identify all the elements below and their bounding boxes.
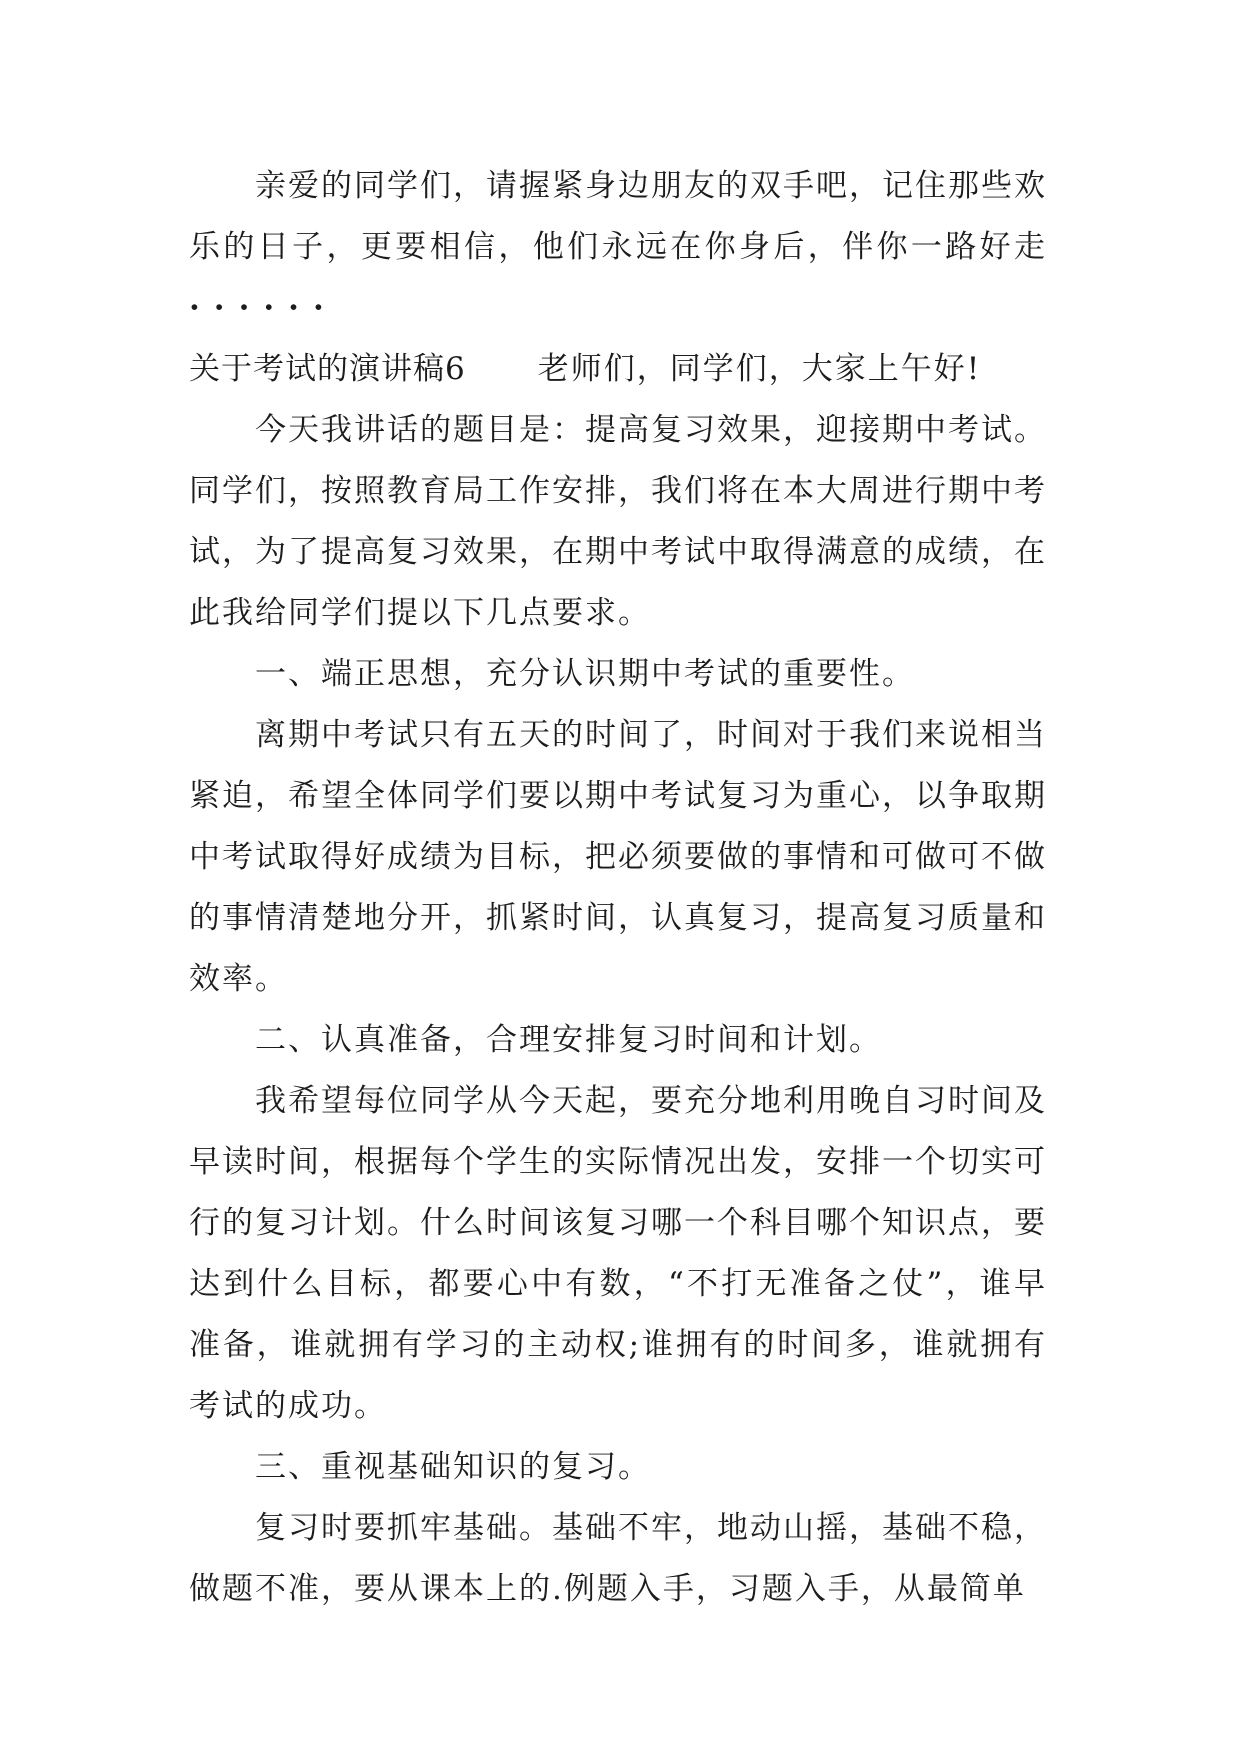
closing-dots: ······ <box>189 290 338 326</box>
paragraph-section-2: 我希望每位同学从今天起，要充分地利用晚自习时间及早读时间，根据每个学生的实际情况出发，安排一个切实可行的复习计划。什么时间该复习哪一个科目哪个知识点，要达到什么目标，都要心中有数，“不打无准备之仗”，谁早准备，谁就拥有学习的主动权;谁拥有的时间多，谁就拥有考试的成功。 <box>189 1083 1047 1424</box>
section-heading-3: 三、重视基础知识的复习。 <box>255 1449 651 1485</box>
closing-paragraph-text: 亲爱的同学们，请握紧身边朋友的双手吧，记住那些欢乐的日子，更要相信，他们永远在你身后，伴你一路好走 <box>189 168 1047 265</box>
speech-heading-line <box>189 339 1047 400</box>
speech-title: 关于考试的演讲稿6 <box>189 351 466 387</box>
section-heading-2: 二、认真准备，合理安排复习时间和计划。 <box>255 1022 882 1058</box>
document-page <box>189 156 1047 1620</box>
closing-paragraph <box>189 156 1047 339</box>
section-heading-1: 一、端正思想，充分认识期中考试的重要性。 <box>255 656 915 692</box>
speech-greeting: 老师们，同学们，大家上午好! <box>537 351 982 387</box>
paragraph-section-3: 复习时要抓牢基础。基础不牢，地动山摇，基础不稳，做题不准，要从课本上的.例题入手，习题入手，从最简单 <box>189 1510 1047 1607</box>
paragraph-intro: 今天我讲话的题目是：提高复习效果，迎接期中考试。同学们，按照教育局工作安排，我们将在本大周进行期中考试，为了提高复习效果，在期中考试中取得满意的成绩，在此我给同学们提以下几点要求。 <box>189 412 1047 631</box>
paragraph-section-1: 离期中考试只有五天的时间了，时间对于我们来说相当紧迫，希望全体同学们要以期中考试复习为重心，以争取期中考试取得好成绩为目标，把必须要做的事情和可做可不做的事情清楚地分开，抓紧时间，认真复习，提高复习质量和效率。 <box>189 717 1047 997</box>
